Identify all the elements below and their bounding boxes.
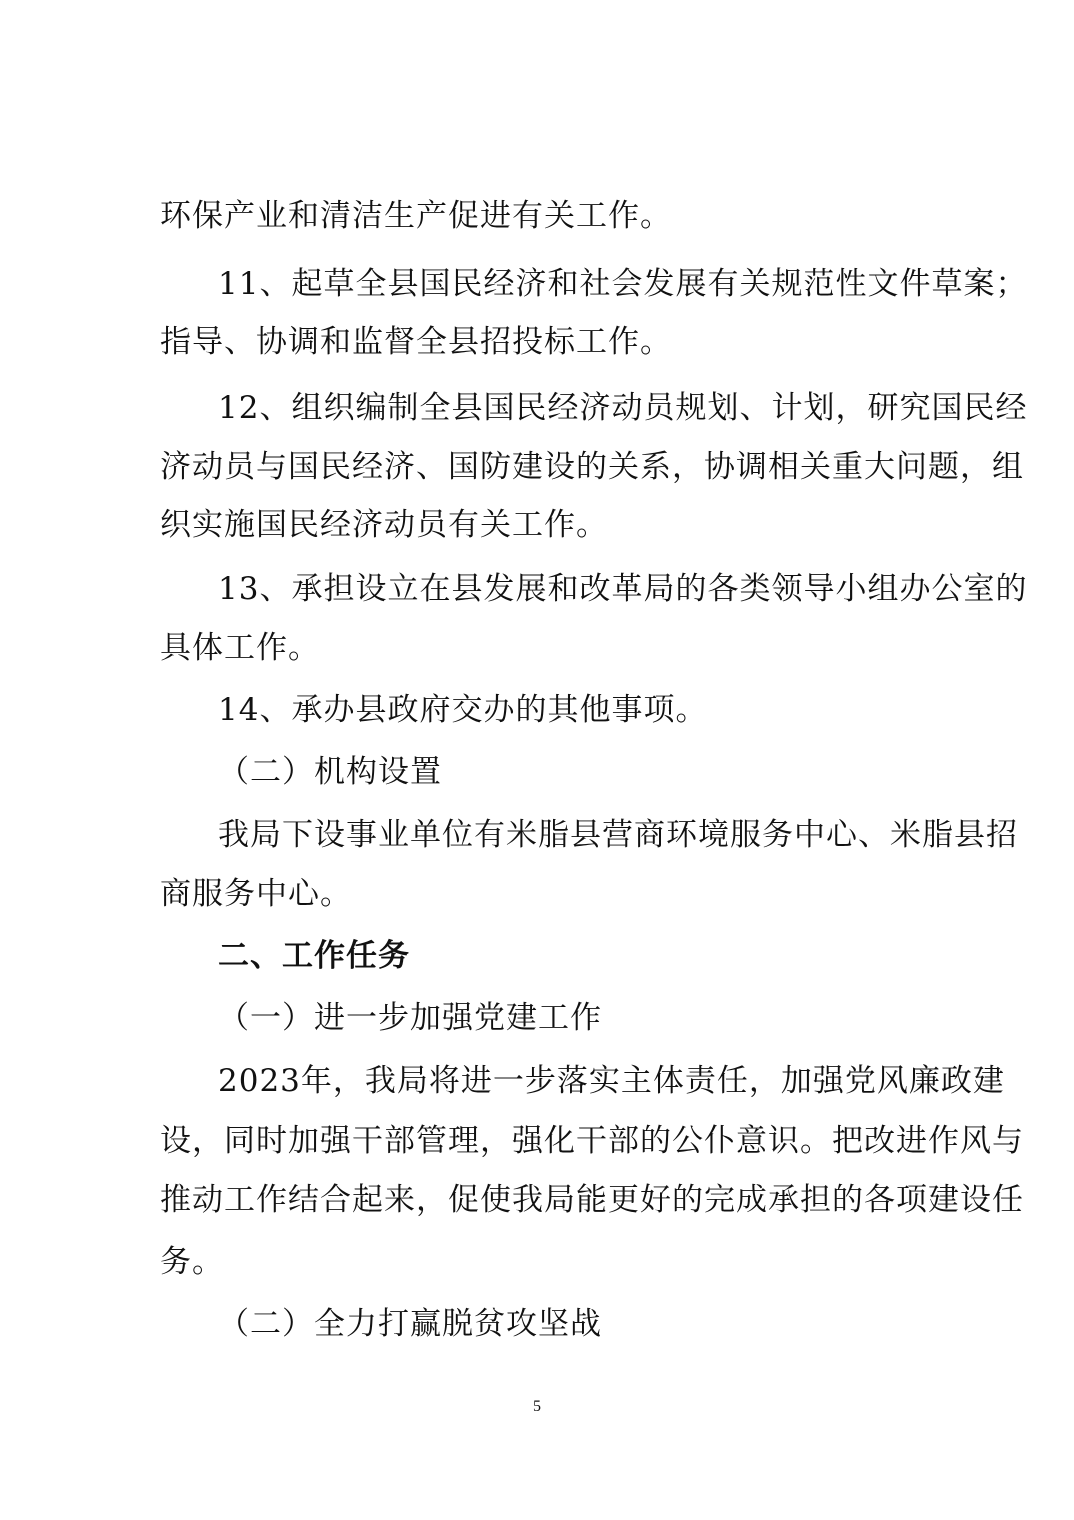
page-number: 5	[533, 1398, 541, 1415]
text-line: 济动员与国民经济、国防建设的关系，协调相关重大问题，组	[160, 449, 1024, 485]
section-heading: 二、工作任务	[218, 938, 410, 974]
section-heading: （二）全力打赢脱贫攻坚战	[218, 1306, 602, 1342]
text-line: 商服务中心。	[160, 876, 352, 912]
text-line: 我局下设事业单位有米脂县营商环境服务中心、米脂县招	[218, 817, 1018, 853]
text-line: 织实施国民经济动员有关工作。	[160, 507, 608, 543]
text-line: 11、起草全县国民经济和社会发展有关规范性文件草案；	[218, 266, 1028, 302]
text-line: 12、组织编制全县国民经济动员规划、计划，研究国民经	[218, 390, 1028, 426]
text-line: 务。	[160, 1244, 224, 1280]
section-heading: （二）机构设置	[218, 754, 442, 790]
text-line: 设，同时加强干部管理，强化干部的公仆意识。把改进作风与	[160, 1123, 1024, 1159]
text-line: 环保产业和清洁生产促进有关工作。	[160, 198, 672, 234]
text-line: 14、承办县政府交办的其他事项。	[218, 692, 708, 728]
text-line: 指导、协调和监督全县招投标工作。	[160, 324, 672, 360]
text-line: 具体工作。	[160, 630, 320, 666]
text-line: 2023年，我局将进一步落实主体责任，加强党风廉政建	[218, 1063, 1005, 1099]
text-line: 13、承担设立在县发展和改革局的各类领导小组办公室的	[218, 571, 1028, 607]
text-line: 推动工作结合起来，促使我局能更好的完成承担的各项建设任	[160, 1182, 1024, 1218]
section-heading: （一）进一步加强党建工作	[218, 1000, 602, 1036]
